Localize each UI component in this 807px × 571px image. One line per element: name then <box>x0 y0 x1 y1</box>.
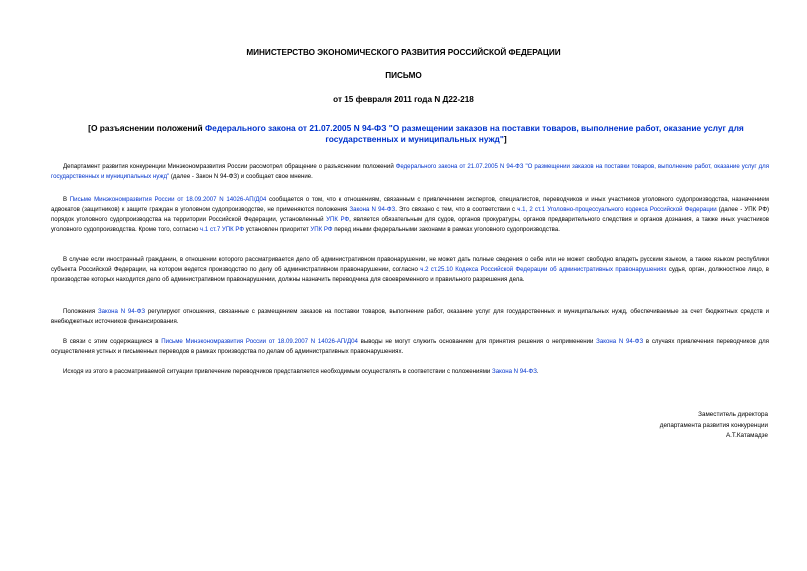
law-94fz-link[interactable]: Закона N 94-ФЗ <box>492 368 537 375</box>
upk-link[interactable]: УПК РФ <box>326 216 350 223</box>
signature-block <box>600 410 768 442</box>
federal-law-link[interactable]: Федерального закона от 21.07.2005 N 94-ФЗ "О размещении заказов на поставки товаров, выполнение работ, оказание услуг для государственных и муниципальных нужд" <box>51 163 769 180</box>
p3-text-1: В случае если иностранный гражданин, в отношении которого рассматривается дело об административном правонарушении, не может дать полные сведения о себе или не может свободно владеть русским языком, а также языком республики субъекта Российской Федерации, на котором ведется производство по делу об административном правонарушении, согласно <box>51 256 769 273</box>
upk-link[interactable]: УПК РФ <box>310 226 333 233</box>
paragraph-3 <box>51 255 769 285</box>
paragraph-4 <box>51 307 769 327</box>
p4-text-1: Положения <box>63 308 98 315</box>
title-prefix: [О разъяснении положений <box>88 123 206 133</box>
document-date-number: от 15 февраля 2011 года N Д22-218 <box>333 95 474 104</box>
signatory-position: Заместитель директора <box>698 411 768 418</box>
ministry-letter-link[interactable]: Письме Минэкономразвития России от 18.09.2007 N 14026-АП/Д04 <box>69 196 267 203</box>
ministry-letter-link[interactable]: Письме Минэкономразвития России от 18.09.2007 N 14026-АП/Д04 <box>161 338 358 345</box>
koap-article-link[interactable]: ч.2 ст.25.10 Кодекса Российской Федерации об административных правонарушениях <box>420 266 667 273</box>
p3-text-2: судья, орган, должностное лицо, в производстве которых находится дело об административном правонарушении, должны назначить переводчика для своевременного и правильного разрешения дела. <box>51 266 769 283</box>
p2-text-3: . Это связано с тем, что в соответствии с <box>395 206 518 213</box>
p2-text-5: , является обязательным для судов, органов прокуратуры, органов предварительного следствия и органов дознания, а также иных участников уголовного судопроизводства. Кроме того, согласно <box>51 216 769 233</box>
p5-text-1: В связи с этим содержащиеся в <box>63 338 162 345</box>
p1-text-2: (далее - Закон N 94-ФЗ) и сообщает свое мнение. <box>169 173 313 180</box>
ministry-heading: МИНИСТЕРСТВО ЭКОНОМИЧЕСКОГО РАЗВИТИЯ РОССИЙСКОЙ ФЕДЕРАЦИИ <box>246 48 561 57</box>
title-suffix: ] <box>503 134 507 144</box>
law-94fz-link[interactable]: Закона N 94-ФЗ <box>596 338 644 345</box>
document-title <box>58 123 774 145</box>
law-94fz-link[interactable]: Закона N 94-ФЗ <box>97 308 146 315</box>
signatory-department: департамента развития конкуренции <box>659 421 768 429</box>
p2-text-6: установлен приоритет <box>244 226 311 233</box>
p5-text-2: выводы не могут служить основанием для принятия решения о неприменении <box>357 338 597 345</box>
p1-text-1: Департамент развития конкуренции Минэкономразвития России рассмотрел обращение о разъяснении положений <box>63 163 396 170</box>
p5-text-3: в случаях привлечения переводчиков для осуществления устных и письменных переводов в рамках производства по делам об административных правонарушениях. <box>51 338 769 355</box>
p4-text-2: регулируют отношения, связанные с размещением заказов на поставки товаров, выполнение работ, оказание услуг для государственных и муниципальных нужд, обеспечиваемые за счет бюджетных средств и внебюджетных источников финансирования. <box>51 308 770 325</box>
p6-text-2: . <box>536 368 539 375</box>
paragraph-6 <box>51 367 769 377</box>
p2-text-7: перед иными федеральными законами в рамках уголовного судопроизводства. <box>332 226 560 233</box>
document-type: ПИСЬМО <box>385 71 422 80</box>
p2-text-1: В <box>63 196 70 203</box>
p2-text-4: (далее - УПК РФ) порядок уголовного судопроизводства на территории Российской Федерации, установленный <box>51 206 769 223</box>
paragraph-1 <box>51 162 769 182</box>
upk-article-1-link[interactable]: ч.1, 2 ст.1 Уголовно-процессуального кодекса Российской Федерации <box>517 206 717 213</box>
upk-article-7-link[interactable]: ч.1 ст.7 УПК РФ <box>200 226 245 233</box>
p2-text-2: сообщается о том, что к отношениям, связанным с привлечением экспертов, специалистов, переводчиков и иных участников уголовного судопроизводства, назначением адвокатов (защитников) к защите граждан в уголовном судопроизводстве, не применяются положения <box>51 196 770 213</box>
signatory-name: А.Т.Катамадзе <box>725 432 768 439</box>
paragraph-2 <box>51 195 769 235</box>
paragraph-5 <box>51 337 769 357</box>
federal-law-link[interactable]: Федерального закона от 21.07.2005 N 94-ФЗ "О размещении заказов на поставки товаров, выполнение работ, оказание услуг для государственных и муниципальных нужд" <box>205 123 744 144</box>
law-94fz-link[interactable]: Закона N 94-ФЗ <box>349 206 396 213</box>
p6-text-1: Исходя из этого в рассматриваемой ситуации привлечение переводчиков представляется необходимым осуществлять в соответствии с положениями <box>63 368 493 375</box>
